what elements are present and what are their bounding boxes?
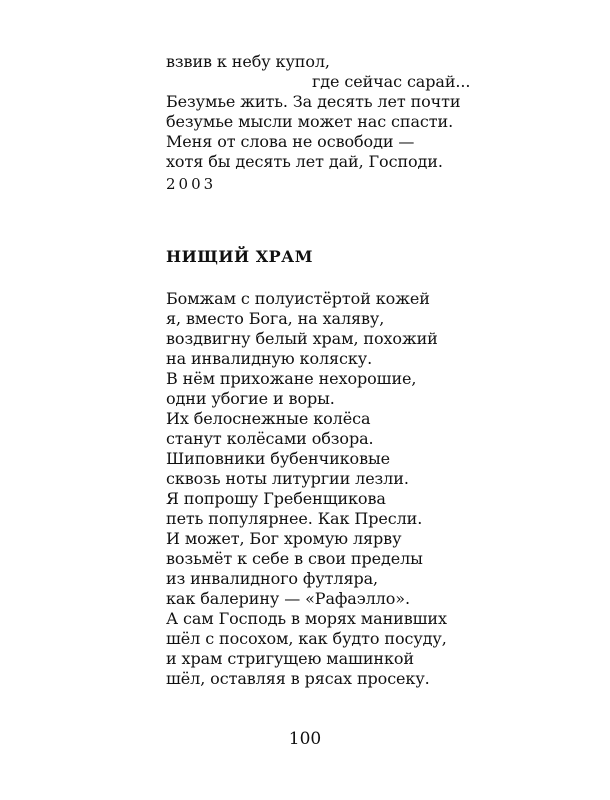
poem-year: 2003 (166, 175, 217, 193)
poem-line: петь популярнее. Как Пресли. (166, 509, 423, 528)
poem-line: и храм стригущею машинкой (166, 649, 414, 668)
poem-line: где сейчас сарай... (312, 72, 471, 91)
poem-line: воздвигну белый храм, похожий (166, 329, 438, 348)
poem-line: возьмёт к себе в свои пределы (166, 549, 423, 568)
poem-line: из инвалидного футляра, (166, 569, 379, 588)
poem-line: А сам Господь в морях манивших (166, 609, 447, 628)
poem-line: сквозь ноты литургии лезли. (166, 469, 409, 488)
previous-poem-ending (166, 52, 471, 194)
page-number: 100 (288, 729, 322, 749)
poem-line: станут колёсами обзора. (166, 429, 374, 448)
poem-line: И может, Бог хромую лярву (166, 529, 402, 548)
poem-line: как балерину — «Рафаэлло». (166, 589, 410, 608)
poem-line: хотя бы десять лет дай, Господи. (166, 152, 443, 171)
poem-line: Их белоснежные колёса (166, 409, 371, 428)
poem-line: я, вместо Бога, на халяву, (166, 309, 385, 328)
poem-line: одни убогие и воры. (166, 389, 335, 408)
poem-line: Я попрошу Гребенщикова (166, 489, 386, 508)
poem-line: В нём прихожане нехорошие, (166, 369, 417, 388)
poem-title: НИЩИЙ ХРАМ (166, 247, 313, 266)
poem-line: на инвалидную коляску. (166, 349, 373, 368)
poem-line: взвив к небу купол, (166, 52, 330, 71)
poem-body (166, 289, 466, 689)
poem-line: безумье мысли может нас спасти. (166, 112, 454, 131)
poem-line: шёл с посохом, как будто посуду, (166, 629, 447, 648)
poem-line: Шиповники бубенчиковые (166, 449, 391, 468)
poem-line: Меня от слова не освободи — (166, 132, 415, 151)
poem-line: Бомжам с полуистёртой кожей (166, 289, 430, 308)
poem-line: шёл, оставляя в рясах просеку. (166, 669, 430, 688)
poem-line: Безумье жить. За десять лет почти (166, 92, 461, 111)
